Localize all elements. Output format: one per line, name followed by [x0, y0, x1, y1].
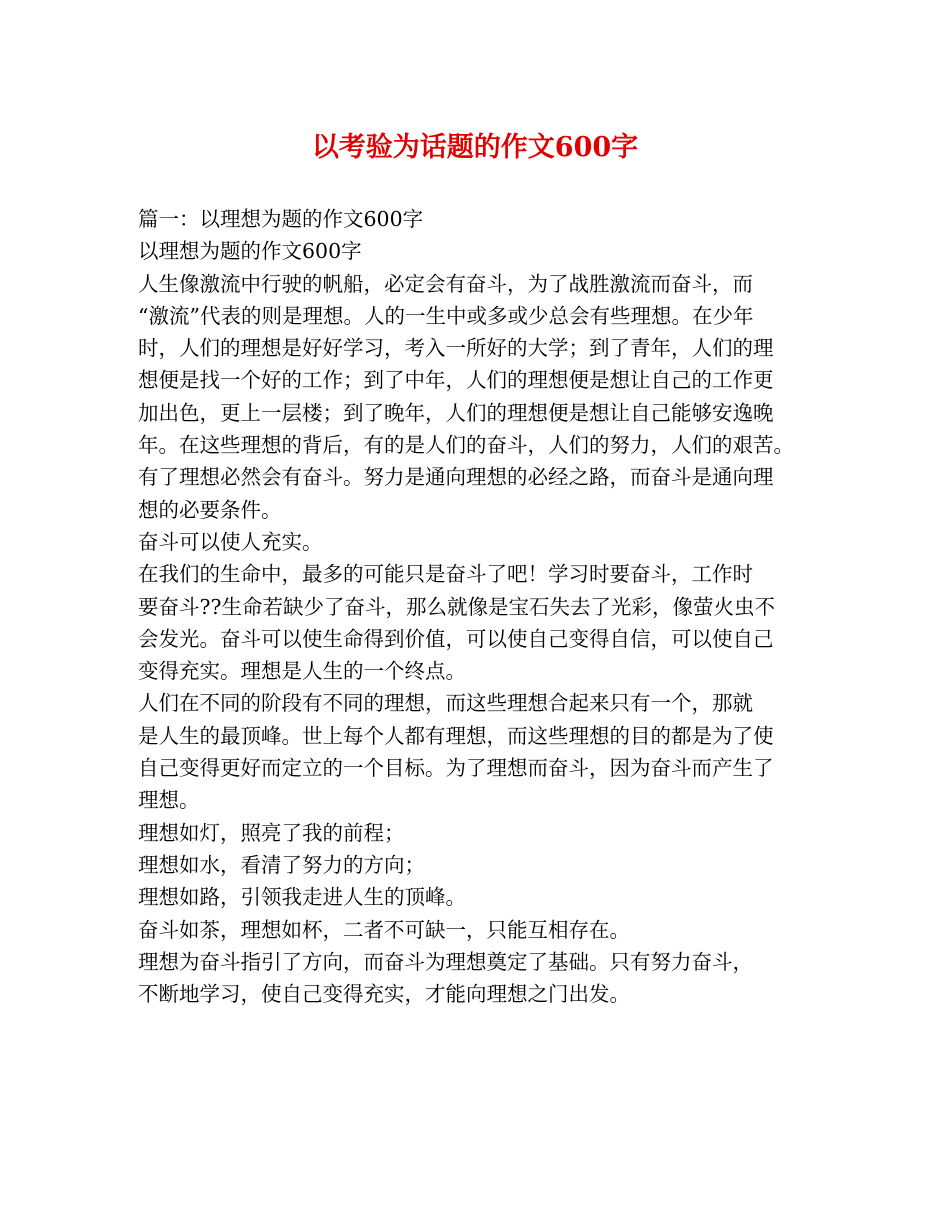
- text-line: 在我们的生命中，最多的可能只是奋斗了吧！学习时要奋斗，工作时: [138, 562, 753, 587]
- text-line: 人生像激流中行驶的帆船，必定会有奋斗，为了战胜激流而奋斗，而: [138, 271, 753, 296]
- text-line: 人们在不同的阶段有不同的理想，而这些理想合起来只有一个，那就: [138, 691, 753, 716]
- text-line: 年。在这些理想的背后，有的是人们的奋斗，人们的努力，人们的艰苦。: [138, 433, 794, 458]
- text-line: “激流”代表的则是理想。人的一生中或多或少总会有些理想。在少年: [138, 303, 754, 328]
- text-line: 变得充实。理想是人生的一个终点。: [138, 659, 466, 684]
- text-line: 有了理想必然会有奋斗。努力是通向理想的必经之路，而奋斗是通向理: [138, 465, 774, 490]
- text-line: 时，人们的理想是好好学习，考入一所好的大学；到了青年，人们的理: [138, 336, 774, 361]
- text-line: 以理想为题的作文600字: [138, 239, 362, 264]
- text-line: 奋斗可以使人充实。: [138, 529, 323, 554]
- text-line: 理想如路，引领我走进人生的顶峰。: [138, 885, 466, 910]
- text-line: 想的必要条件。: [138, 497, 282, 522]
- text-line: 理想如水，看清了努力的方向；: [138, 852, 425, 877]
- text-line: 会发光。奋斗可以使生命得到价值，可以使自己变得自信，可以使自己: [138, 626, 774, 651]
- text-line: 加出色，更上一层楼；到了晚年，人们的理想便是想让自己能够安逸晚: [138, 400, 774, 425]
- document-body: [138, 203, 822, 1010]
- text-line: 理想如灯，照亮了我的前程；: [138, 820, 405, 845]
- text-line: 要奋斗??生命若缺少了奋斗，那么就像是宝石失去了光彩，像萤火虫不: [138, 594, 775, 619]
- text-line: 篇一：以理想为题的作文600字: [138, 207, 424, 231]
- text-line: 是人生的最顶峰。世上每个人都有理想，而这些理想的目的都是为了使: [138, 723, 774, 748]
- text-line: 奋斗如茶，理想如杯，二者不可缺一，只能互相存在。: [138, 917, 630, 942]
- text-line: 理想。: [138, 788, 200, 813]
- document-title: 以考验为话题的作文600字: [311, 132, 639, 163]
- text-line: 自己变得更好而定立的一个目标。为了理想而奋斗，因为奋斗而产生了: [138, 756, 774, 781]
- text-line: 理想为奋斗指引了方向，而奋斗为理想奠定了基础。只有努力奋斗，: [138, 949, 753, 974]
- text-line: 想便是找一个好的工作；到了中年，人们的理想便是想让自己的工作更: [138, 368, 774, 393]
- text-line: 不断地学习，使自己变得充实，才能向理想之门出发。: [138, 982, 630, 1007]
